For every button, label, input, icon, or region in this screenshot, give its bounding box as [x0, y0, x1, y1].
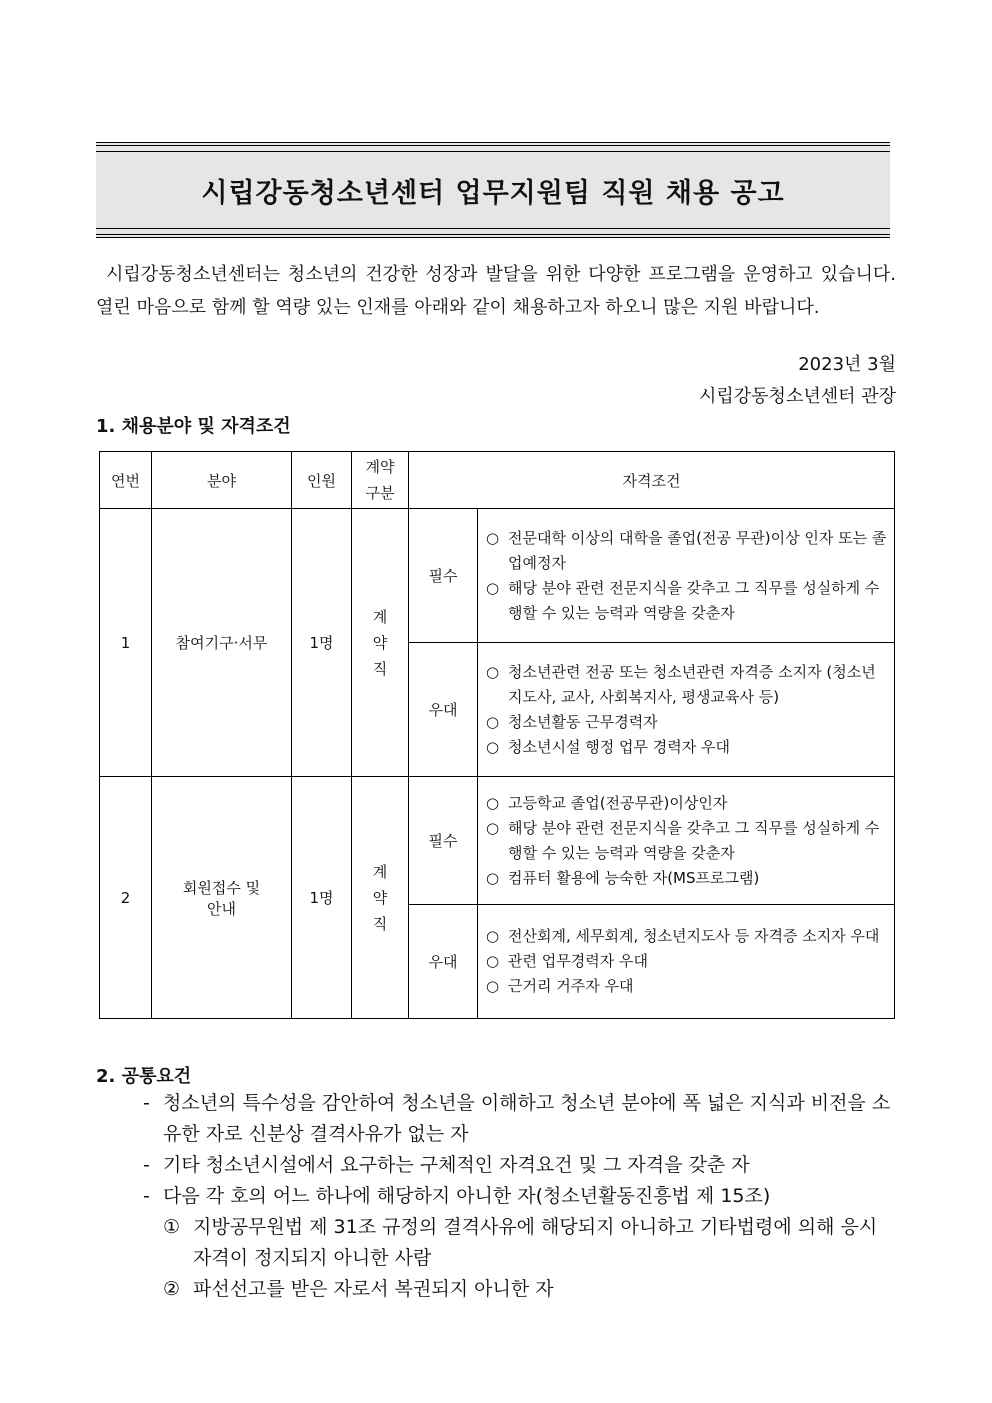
circle-mark: ○ [486, 868, 500, 887]
row2-field-line1: 회원접수 및 [182, 878, 261, 897]
circle-mark: ○ [486, 927, 500, 945]
row1-preferred-list [478, 643, 895, 777]
item-text: 전문대학 이상의 대학을 졸업(전공 무관)이상 인자 또는 졸업예정자 [508, 528, 887, 572]
item-text: 컴퓨터 활용에 능숙한 자(MS프로그램) [508, 868, 760, 887]
circle-mark: ○ [486, 952, 500, 970]
intro-text: 시립강동청소년센터는 청소년의 건강한 성장과 발달을 위한 다양한 프로그램을 운영하고 있습니다. 열린 마음으로 함께 할 역량 있는 인재를 아래와 같이 채용하고자 하오니 많은 지원 바랍니다. [96, 264, 896, 318]
header-contract [352, 452, 409, 509]
row1-preferred-label: 우대 [409, 643, 478, 777]
item-text: 해당 분야 관련 전문지식을 갖추고 그 직무를 성실하게 수행할 수 있는 능력과 역량을 갖춘자 [508, 578, 880, 622]
row2-contract-c2: 약 [372, 888, 388, 907]
item-text: 근거리 거주자 우대 [508, 977, 634, 995]
item-text: 기타 청소년시설에서 요구하는 구체적인 자격요건 및 그 자격을 갖춘 자 [163, 1154, 750, 1176]
list-item [163, 1274, 895, 1305]
list-item [143, 1150, 895, 1181]
circle-mark: ○ [486, 712, 500, 731]
list-item [486, 526, 888, 576]
circle-mark: ○ [486, 977, 500, 995]
row1-contract-c1: 계 [372, 607, 388, 626]
item-text: 다음 각 호의 어느 하나에 해당하지 아니한 자(청소년활동진흥법 제 15조) [163, 1185, 771, 1207]
list-item [143, 1181, 895, 1212]
list-item [486, 974, 888, 999]
list-item [486, 949, 888, 974]
header-contract-line1: 계약 [365, 458, 395, 476]
header-qual: 자격조건 [409, 452, 895, 509]
list-item [486, 710, 888, 735]
list-item [486, 866, 888, 891]
row1-required-label: 필수 [409, 509, 478, 643]
list-item [486, 576, 888, 626]
item-text: 청소년의 특수성을 감안하여 청소년을 이해하고 청소년 분야에 폭 넓은 지식과 비전을 소유한 자로 신분상 결격사유가 없는 자 [163, 1092, 891, 1145]
row2-contract [352, 777, 409, 1019]
row1-required-list [478, 509, 895, 643]
row2-field-line2: 안내 [207, 899, 236, 918]
circled-number: ① [163, 1216, 181, 1238]
row2-no: 2 [100, 777, 152, 1019]
header-no: 연번 [100, 452, 152, 509]
announcement-date: 2023년 3월 [798, 354, 896, 375]
table-header-row [100, 452, 895, 509]
row2-preferred-list [478, 905, 895, 1019]
list-item [486, 660, 888, 710]
title-box [96, 142, 890, 238]
circle-mark: ○ [486, 793, 500, 812]
row2-contract-c1: 계 [372, 862, 388, 881]
header-count: 인원 [292, 452, 352, 509]
item-text: 관련 업무경력자 우대 [508, 952, 648, 970]
item-text: 전산회계, 세무회계, 청소년지도사 등 자격증 소지자 우대 [508, 927, 880, 945]
row2-count: 1명 [292, 777, 352, 1019]
dash-mark: - [143, 1092, 150, 1114]
item-text: 고등학교 졸업(전공무관)이상인자 [508, 793, 728, 812]
signer: 시립강동청소년센터 관장 [699, 386, 896, 407]
row2-field [152, 777, 292, 1019]
common-requirements [143, 1088, 895, 1305]
circle-mark: ○ [486, 737, 500, 756]
header-contract-line2: 구분 [365, 484, 395, 502]
row1-field [152, 509, 292, 777]
page-title: 시립강동청소년센터 업무지원팀 직원 채용 공고 [201, 177, 785, 209]
row2-required-list [478, 777, 895, 905]
item-text: 청소년관련 전공 또는 청소년관련 자격증 소지자 (청소년지도사, 교사, 사회복지사, 평생교육사 등) [508, 662, 876, 706]
item-text: 해당 분야 관련 전문지식을 갖추고 그 직무를 성실하게 수행할 수 있는 능력과 역량을 갖춘자 [508, 818, 880, 862]
row1-contract [352, 509, 409, 777]
row2-preferred-label: 우대 [409, 905, 478, 1019]
circle-mark: ○ [486, 662, 500, 681]
list-item [143, 1088, 895, 1150]
section2-heading: 2. 공통요건 [96, 1066, 192, 1087]
row1-field-line1: 참여기구·서무 [175, 634, 268, 652]
requirements-table [99, 451, 895, 1019]
row1-contract-c3: 직 [372, 659, 388, 678]
row1-count: 1명 [292, 509, 352, 777]
row1-no: 1 [100, 509, 152, 777]
table-row [100, 777, 895, 905]
circle-mark: ○ [486, 818, 500, 837]
intro-paragraph [96, 258, 896, 324]
list-item [486, 791, 888, 816]
item-text: 청소년시설 행정 업무 경력자 우대 [508, 737, 730, 756]
dash-mark: - [143, 1154, 150, 1176]
table-row [100, 509, 895, 643]
item-text: 지방공무원법 제 31조 규정의 결격사유에 해당되지 아니하고 기타법령에 의해 응시자격이 정지되지 아니한 사람 [193, 1216, 878, 1269]
list-item [163, 1212, 895, 1274]
circle-mark: ○ [486, 578, 500, 597]
list-item [486, 735, 888, 760]
row2-required-label: 필수 [409, 777, 478, 905]
item-text: 파선선고를 받은 자로서 복권되지 아니한 자 [193, 1278, 554, 1300]
row2-contract-c3: 직 [372, 914, 388, 933]
circled-number: ② [163, 1278, 181, 1300]
item-text: 청소년활동 근무경력자 [508, 712, 658, 731]
row1-contract-c2: 약 [372, 633, 388, 652]
section1-heading: 1. 채용분야 및 자격조건 [96, 416, 291, 437]
dash-mark: - [143, 1185, 150, 1207]
list-item [486, 924, 888, 949]
circle-mark: ○ [486, 528, 500, 547]
list-item [486, 816, 888, 866]
header-field: 분야 [152, 452, 292, 509]
